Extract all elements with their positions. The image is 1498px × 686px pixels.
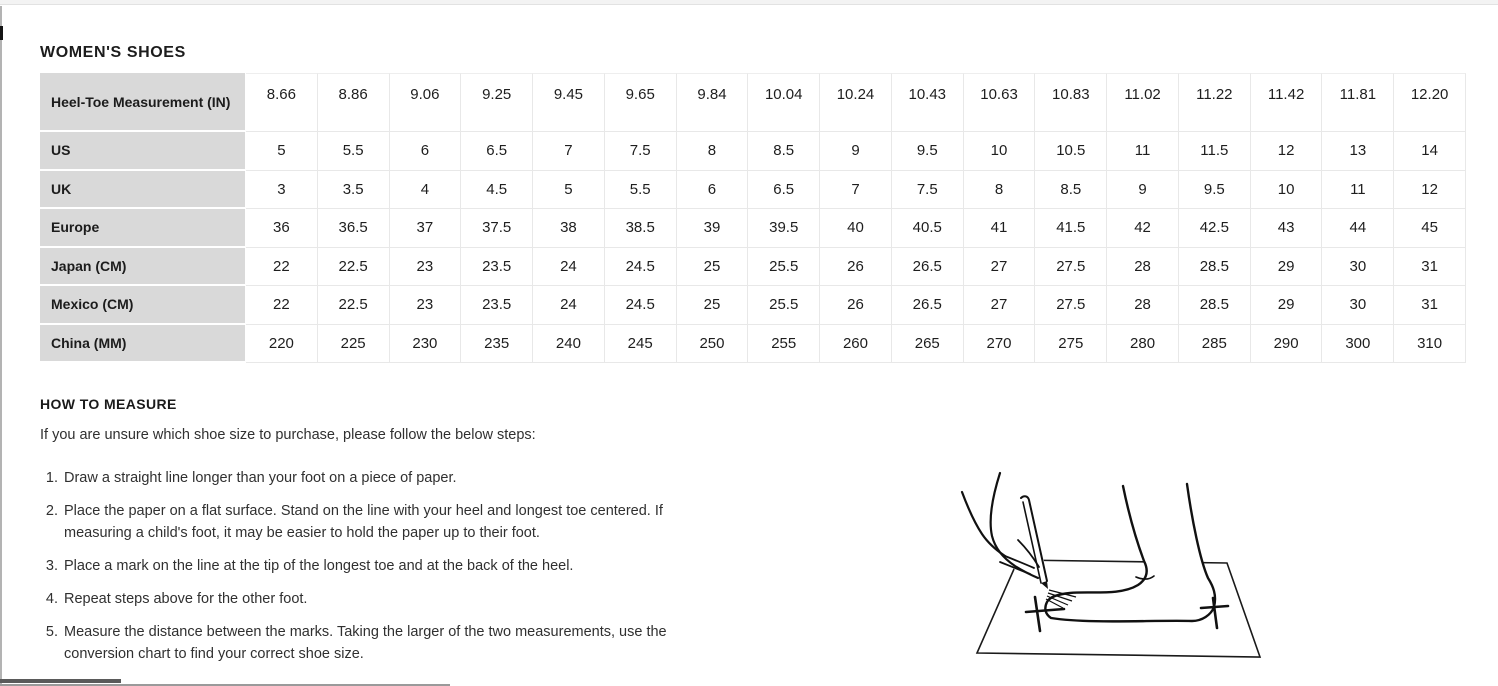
size-value-cell: 230 bbox=[390, 325, 462, 364]
size-value-cell: 23.5 bbox=[461, 286, 533, 325]
size-value-cell: 11 bbox=[1107, 132, 1179, 171]
measure-step bbox=[40, 555, 720, 577]
size-value-cell: 9 bbox=[1107, 171, 1179, 210]
size-value-cell: 7.5 bbox=[892, 171, 964, 210]
size-value-cell: 9.06 bbox=[390, 73, 462, 132]
size-value-cell: 22 bbox=[246, 286, 318, 325]
size-value-cell: 250 bbox=[677, 325, 749, 364]
size-value-cell: 220 bbox=[246, 325, 318, 364]
size-value-cell: 9.65 bbox=[605, 73, 677, 132]
size-value-cell: 28 bbox=[1107, 248, 1179, 287]
size-value-cell: 10.63 bbox=[964, 73, 1036, 132]
size-value-cell: 9.84 bbox=[677, 73, 749, 132]
table-row bbox=[40, 73, 1466, 132]
table-row bbox=[40, 209, 1466, 248]
size-value-cell: 42 bbox=[1107, 209, 1179, 248]
size-value-cell: 5 bbox=[246, 132, 318, 171]
size-value-cell: 245 bbox=[605, 325, 677, 364]
step-number: 4. bbox=[45, 591, 58, 607]
size-value-cell: 29 bbox=[1251, 248, 1323, 287]
size-value-cell: 11.5 bbox=[1179, 132, 1251, 171]
size-value-cell: 290 bbox=[1251, 325, 1323, 364]
size-value-cell: 23 bbox=[390, 286, 462, 325]
step-text: Draw a straight line longer than your foot on a piece of paper. bbox=[64, 470, 457, 486]
row-header-cell: Mexico (CM) bbox=[40, 286, 246, 325]
step-text: Repeat steps above for the other foot. bbox=[64, 591, 308, 607]
size-value-cell: 11.02 bbox=[1107, 73, 1179, 132]
size-value-cell: 40 bbox=[820, 209, 892, 248]
size-value-cell: 38.5 bbox=[605, 209, 677, 248]
size-value-cell: 28.5 bbox=[1179, 286, 1251, 325]
size-value-cell: 12 bbox=[1251, 132, 1323, 171]
size-value-cell: 26.5 bbox=[892, 286, 964, 325]
table-row bbox=[40, 325, 1466, 364]
measure-step bbox=[40, 467, 720, 489]
row-header-cell: US bbox=[40, 132, 246, 171]
size-value-cell: 8.5 bbox=[1035, 171, 1107, 210]
step-text: Place a mark on the line at the tip of the longest toe and at the back of the heel. bbox=[64, 558, 574, 574]
size-value-cell: 28.5 bbox=[1179, 248, 1251, 287]
size-value-cell: 9.25 bbox=[461, 73, 533, 132]
size-value-cell: 275 bbox=[1035, 325, 1107, 364]
size-value-cell: 24 bbox=[533, 286, 605, 325]
size-value-cell: 36 bbox=[246, 209, 318, 248]
size-value-cell: 31 bbox=[1394, 286, 1466, 325]
size-value-cell: 23.5 bbox=[461, 248, 533, 287]
step-number: 1. bbox=[45, 470, 58, 486]
size-value-cell: 27.5 bbox=[1035, 286, 1107, 325]
size-value-cell: 3 bbox=[246, 171, 318, 210]
size-value-cell: 9.45 bbox=[533, 73, 605, 132]
size-value-cell: 6 bbox=[390, 132, 462, 171]
table-row bbox=[40, 248, 1466, 287]
size-value-cell: 40.5 bbox=[892, 209, 964, 248]
page-title: WOMEN'S SHOES bbox=[40, 44, 186, 61]
size-value-cell: 10.04 bbox=[748, 73, 820, 132]
size-value-cell: 26.5 bbox=[892, 248, 964, 287]
size-value-cell: 9.5 bbox=[1179, 171, 1251, 210]
size-value-cell: 225 bbox=[318, 325, 390, 364]
left-scrollbar-thumb[interactable] bbox=[0, 26, 3, 40]
size-value-cell: 12.20 bbox=[1394, 73, 1466, 132]
size-value-cell: 29 bbox=[1251, 286, 1323, 325]
measure-step bbox=[40, 621, 720, 665]
size-value-cell: 240 bbox=[533, 325, 605, 364]
size-value-cell: 37 bbox=[390, 209, 462, 248]
row-header-cell: Heel-Toe Measurement (IN) bbox=[40, 73, 246, 132]
size-value-cell: 5.5 bbox=[318, 132, 390, 171]
size-chart-table bbox=[40, 73, 1466, 363]
size-value-cell: 9.5 bbox=[892, 132, 964, 171]
size-value-cell: 4.5 bbox=[461, 171, 533, 210]
size-value-cell: 26 bbox=[820, 286, 892, 325]
size-value-cell: 270 bbox=[964, 325, 1036, 364]
measure-step bbox=[40, 588, 720, 610]
size-value-cell: 39 bbox=[677, 209, 749, 248]
measure-step bbox=[40, 500, 720, 544]
size-value-cell: 7 bbox=[533, 132, 605, 171]
size-value-cell: 11 bbox=[1322, 171, 1394, 210]
size-value-cell: 25.5 bbox=[748, 286, 820, 325]
foot-measurement-illustration bbox=[930, 440, 1330, 675]
size-value-cell: 10.43 bbox=[892, 73, 964, 132]
table-row bbox=[40, 171, 1466, 210]
size-value-cell: 31 bbox=[1394, 248, 1466, 287]
size-value-cell: 285 bbox=[1179, 325, 1251, 364]
size-value-cell: 11.22 bbox=[1179, 73, 1251, 132]
size-value-cell: 39.5 bbox=[748, 209, 820, 248]
size-value-cell: 8.86 bbox=[318, 73, 390, 132]
size-value-cell: 280 bbox=[1107, 325, 1179, 364]
size-value-cell: 30 bbox=[1322, 286, 1394, 325]
step-number: 3. bbox=[45, 558, 58, 574]
size-value-cell: 12 bbox=[1394, 171, 1466, 210]
size-value-cell: 28 bbox=[1107, 286, 1179, 325]
how-to-measure-intro: If you are unsure which shoe size to purchase, please follow the below steps: bbox=[40, 427, 536, 443]
size-value-cell: 4 bbox=[390, 171, 462, 210]
size-value-cell: 24 bbox=[533, 248, 605, 287]
row-header-cell: Europe bbox=[40, 209, 246, 248]
bottom-scrollbar-thumb[interactable] bbox=[0, 679, 121, 683]
size-value-cell: 10.5 bbox=[1035, 132, 1107, 171]
step-text: Measure the distance between the marks. Taking the larger of the two measurements, use the conversion chart to find your correct shoe size. bbox=[64, 624, 667, 662]
size-value-cell: 10 bbox=[1251, 171, 1323, 210]
measure-steps-list bbox=[40, 467, 720, 665]
how-to-measure-heading: HOW TO MEASURE bbox=[40, 396, 177, 412]
size-value-cell: 44 bbox=[1322, 209, 1394, 248]
size-value-cell: 22 bbox=[246, 248, 318, 287]
size-value-cell: 27 bbox=[964, 286, 1036, 325]
size-value-cell: 10.24 bbox=[820, 73, 892, 132]
size-value-cell: 30 bbox=[1322, 248, 1394, 287]
size-value-cell: 14 bbox=[1394, 132, 1466, 171]
size-value-cell: 24.5 bbox=[605, 248, 677, 287]
size-value-cell: 6.5 bbox=[461, 132, 533, 171]
size-value-cell: 265 bbox=[892, 325, 964, 364]
size-value-cell: 11.42 bbox=[1251, 73, 1323, 132]
size-value-cell: 6.5 bbox=[748, 171, 820, 210]
size-value-cell: 8.66 bbox=[246, 73, 318, 132]
row-header-cell: China (MM) bbox=[40, 325, 246, 364]
size-value-cell: 42.5 bbox=[1179, 209, 1251, 248]
size-value-cell: 27 bbox=[964, 248, 1036, 287]
size-value-cell: 11.81 bbox=[1322, 73, 1394, 132]
size-value-cell: 41 bbox=[964, 209, 1036, 248]
size-value-cell: 45 bbox=[1394, 209, 1466, 248]
size-value-cell: 38 bbox=[533, 209, 605, 248]
size-value-cell: 7 bbox=[820, 171, 892, 210]
step-text: Place the paper on a flat surface. Stand on the line with your heel and longest toe centered. If measuring a child's foot, it may be easier to hold the paper up to their foot. bbox=[64, 503, 663, 541]
size-value-cell: 8 bbox=[677, 132, 749, 171]
size-value-cell: 7.5 bbox=[605, 132, 677, 171]
size-value-cell: 25 bbox=[677, 248, 749, 287]
size-value-cell: 310 bbox=[1394, 325, 1466, 364]
size-value-cell: 41.5 bbox=[1035, 209, 1107, 248]
size-value-cell: 10.83 bbox=[1035, 73, 1107, 132]
size-value-cell: 3.5 bbox=[318, 171, 390, 210]
size-value-cell: 5.5 bbox=[605, 171, 677, 210]
size-value-cell: 25 bbox=[677, 286, 749, 325]
table-row bbox=[40, 286, 1466, 325]
size-value-cell: 24.5 bbox=[605, 286, 677, 325]
size-value-cell: 260 bbox=[820, 325, 892, 364]
step-number: 5. bbox=[45, 624, 58, 640]
table-row bbox=[40, 132, 1466, 171]
size-value-cell: 5 bbox=[533, 171, 605, 210]
size-value-cell: 43 bbox=[1251, 209, 1323, 248]
size-value-cell: 37.5 bbox=[461, 209, 533, 248]
size-value-cell: 22.5 bbox=[318, 286, 390, 325]
size-value-cell: 6 bbox=[677, 171, 749, 210]
size-value-cell: 8 bbox=[964, 171, 1036, 210]
size-value-cell: 27.5 bbox=[1035, 248, 1107, 287]
size-value-cell: 26 bbox=[820, 248, 892, 287]
size-value-cell: 23 bbox=[390, 248, 462, 287]
step-number: 2. bbox=[45, 503, 58, 519]
size-value-cell: 255 bbox=[748, 325, 820, 364]
size-value-cell: 300 bbox=[1322, 325, 1394, 364]
size-value-cell: 9 bbox=[820, 132, 892, 171]
size-value-cell: 25.5 bbox=[748, 248, 820, 287]
size-value-cell: 10 bbox=[964, 132, 1036, 171]
row-header-cell: UK bbox=[40, 171, 246, 210]
left-scrollbar-track[interactable] bbox=[0, 6, 2, 686]
size-value-cell: 36.5 bbox=[318, 209, 390, 248]
size-value-cell: 235 bbox=[461, 325, 533, 364]
size-value-cell: 8.5 bbox=[748, 132, 820, 171]
size-value-cell: 13 bbox=[1322, 132, 1394, 171]
size-value-cell: 22.5 bbox=[318, 248, 390, 287]
row-header-cell: Japan (CM) bbox=[40, 248, 246, 287]
